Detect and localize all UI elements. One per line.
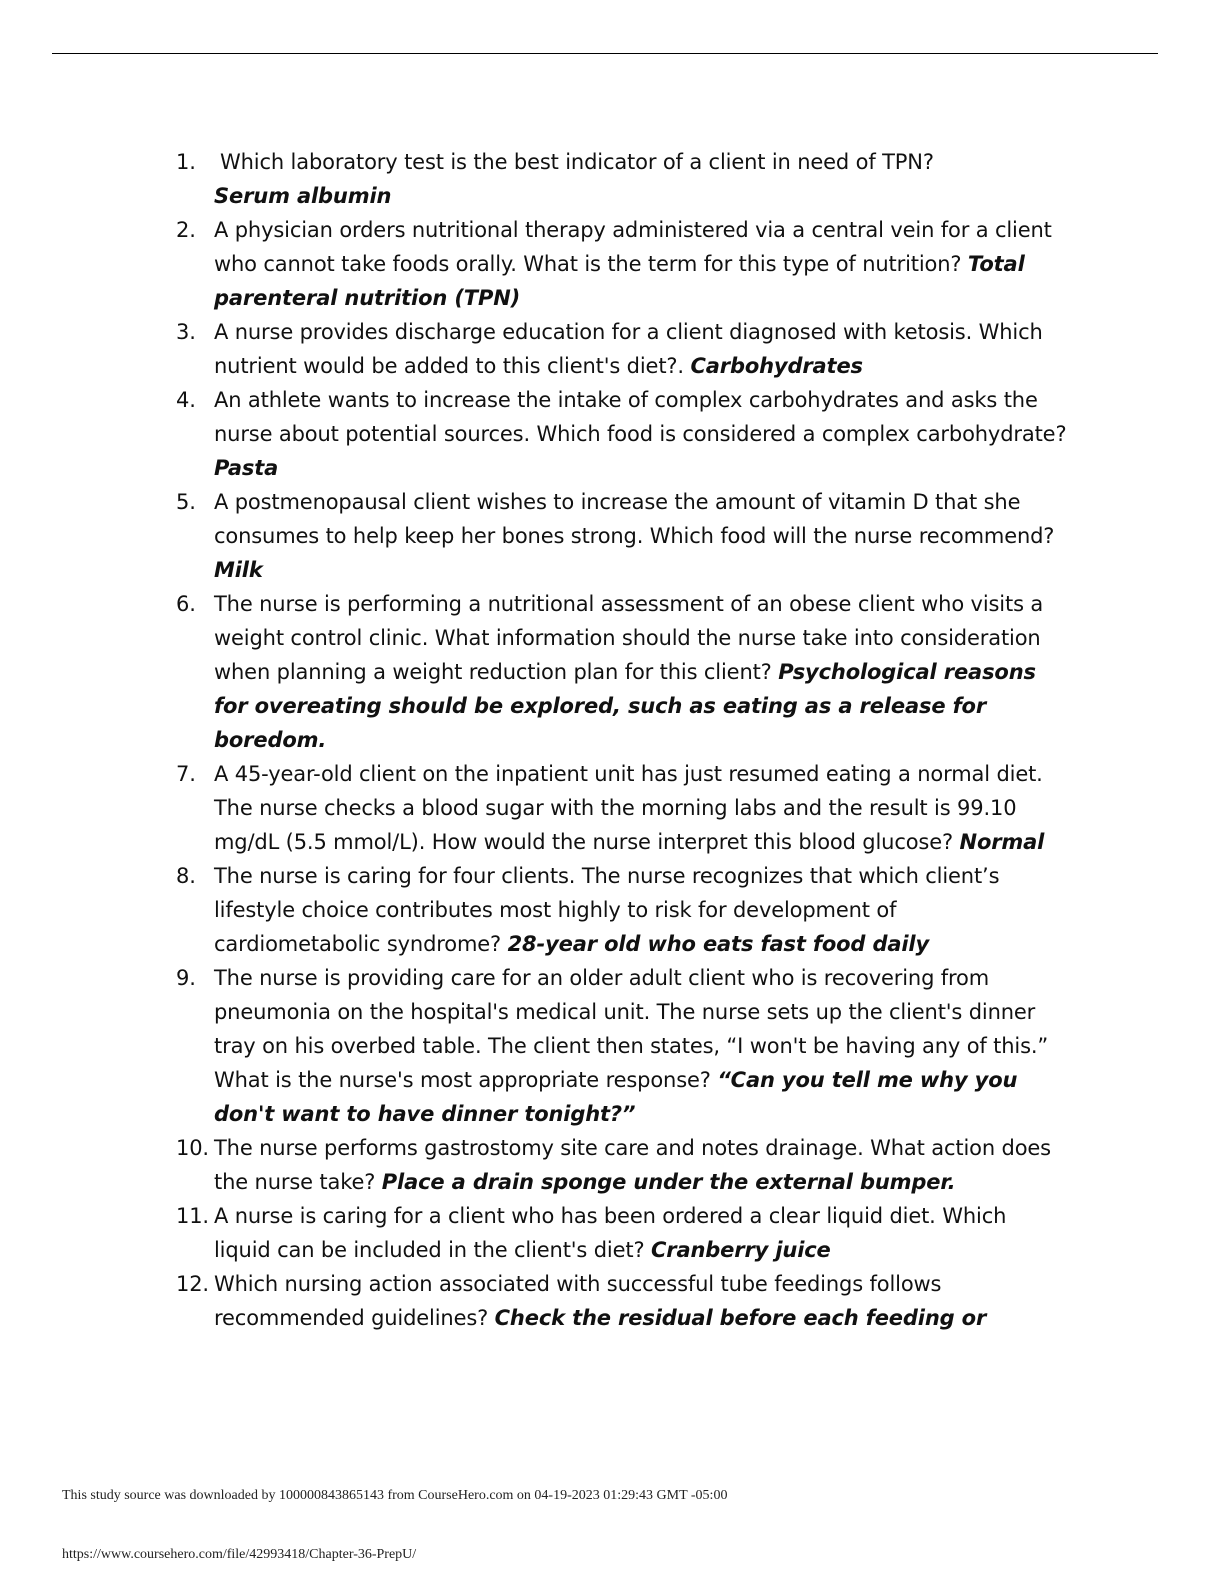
top-divider	[52, 53, 1158, 54]
question-item	[168, 587, 1068, 757]
question-number: 4.	[176, 388, 196, 412]
question-text: Which laboratory test is the best indicator of a client in need of TPN?	[220, 150, 934, 174]
question-number: 7.	[176, 762, 196, 786]
answer-text: Cranberry juice	[650, 1238, 831, 1262]
question-text: A physician orders nutritional therapy administered via a central vein for a client who cannot take foods orally. What is the term for this type of nutrition?	[214, 218, 1052, 276]
question-item	[168, 485, 1068, 587]
question-list	[168, 145, 1068, 1335]
answer-text: Pasta	[214, 456, 279, 480]
question-text: A nurse provides discharge education for a client diagnosed with ketosis. Which nutrient would be added to this client's diet?.	[214, 320, 1043, 378]
answer-text: Place a drain sponge under the external bumper.	[381, 1170, 956, 1194]
question-item	[168, 859, 1068, 961]
answer-text: Psychological reasons for overeating should be explored, such as eating as a release for boredom.	[214, 660, 1036, 752]
answer-text: Normal	[959, 830, 1045, 854]
question-item	[168, 315, 1068, 383]
question-text: The nurse is performing a nutritional assessment of an obese client who visits a weight control clinic. What information should the nurse take into consideration when planning a weight reduction plan for this client?	[214, 592, 1044, 684]
download-notice: This study source was downloaded by 100000843865143 from CourseHero.com on 04-19-2023 01:29:43 GMT -05:00	[62, 1488, 728, 1503]
question-text: The nurse performs gastrostomy site care and notes drainage. What action does the nurse take?	[214, 1136, 1051, 1194]
answer-text: 28-year old who eats fast food daily	[507, 932, 929, 956]
question-text: Which nursing action associated with successful tube feedings follows recommended guidelines?	[214, 1272, 942, 1330]
question-item	[168, 1131, 1068, 1199]
question-item	[168, 1199, 1068, 1267]
question-text: The nurse is caring for four clients. The nurse recognizes that which client’s lifestyle choice contributes most highly to risk for development of cardiometabolic syndrome?	[214, 864, 1000, 956]
answer-text: Total parenteral nutrition (TPN)	[214, 252, 1025, 310]
question-item	[168, 961, 1068, 1131]
source-url-link[interactable]: https://www.coursehero.com/file/42993418/Chapter-36-PrepU/	[62, 1547, 417, 1562]
question-number: 8.	[176, 864, 196, 888]
question-text: A 45-year-old client on the inpatient unit has just resumed eating a normal diet. The nurse checks a blood sugar with the morning labs and the result is 99.10 mg/dL (5.5 mmol/L). How would the nurse interpret this blood glucose?	[214, 762, 1043, 854]
question-item	[168, 213, 1068, 315]
question-number: 12.	[176, 1272, 209, 1296]
question-item	[168, 757, 1068, 859]
answer-text: Milk	[214, 558, 263, 582]
question-number: 10.	[176, 1136, 209, 1160]
question-number: 9.	[176, 966, 196, 990]
question-text: A nurse is caring for a client who has been ordered a clear liquid diet. Which liquid can be included in the client's diet?	[214, 1204, 1007, 1262]
question-text: A postmenopausal client wishes to increase the amount of vitamin D that she consumes to help keep her bones strong. Which food will the nurse recommend?	[214, 490, 1055, 548]
answer-text: “Can you tell me why you don't want to have dinner tonight?”	[214, 1068, 1018, 1126]
answer-text: Serum albumin	[214, 184, 392, 208]
question-number: 3.	[176, 320, 196, 344]
question-item	[168, 1267, 1068, 1335]
question-item	[168, 145, 1068, 213]
question-number: 5.	[176, 490, 196, 514]
answer-text: Check the residual before each feeding or	[494, 1306, 987, 1330]
question-number: 1.	[176, 150, 196, 174]
question-text: The nurse is providing care for an older adult client who is recovering from pneumonia on the hospital's medical unit. The nurse sets up the client's dinner tray on his overbed table. The client then states, “I won't be having any of this.” What is the nurse's most appropriate response?	[214, 966, 1049, 1092]
question-text: An athlete wants to increase the intake of complex carbohydrates and asks the nurse about potential sources. Which food is considered a complex carbohydrate?	[214, 388, 1067, 446]
answer-text: Carbohydrates	[690, 354, 863, 378]
question-number: 6.	[176, 592, 196, 616]
question-number: 2.	[176, 218, 196, 242]
question-item	[168, 383, 1068, 485]
question-number: 11.	[176, 1204, 209, 1228]
